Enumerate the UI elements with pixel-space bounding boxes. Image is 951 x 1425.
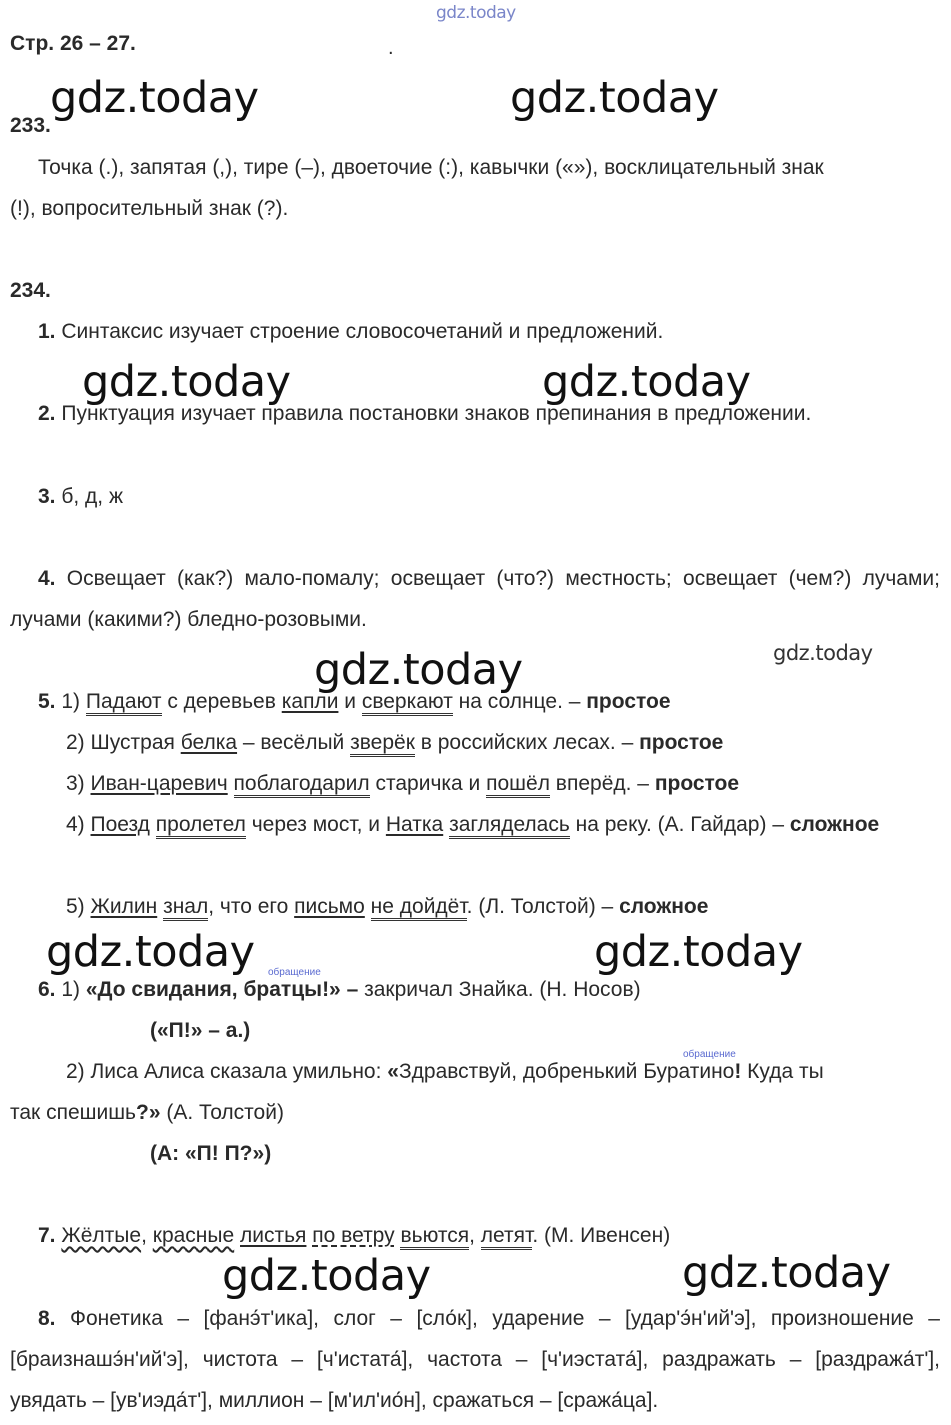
watermark: gdz.today (222, 1251, 431, 1301)
subject: листья (240, 1224, 307, 1247)
ex234-item4 (10, 558, 940, 640)
subject: Жилин (90, 895, 158, 918)
ex234-item5-s1 (38, 689, 671, 715)
item-number: 5. (38, 690, 56, 713)
address-note: обращение (683, 1049, 736, 1060)
predicate: Падают (86, 690, 162, 716)
predicate: знал (163, 895, 208, 921)
text (365, 895, 371, 918)
quote-mark: ?» (136, 1101, 161, 1124)
text: 3) (66, 772, 91, 795)
exclamation: ! (734, 1060, 742, 1083)
predicate: вьются (400, 1224, 469, 1250)
text (150, 813, 156, 836)
subject: Поезд (90, 813, 150, 836)
answer: сложное (619, 895, 709, 918)
text: вперёд. – (549, 772, 655, 795)
text: . (М. Ивенсен) (532, 1224, 671, 1247)
definition: Жёлтые (61, 1224, 142, 1247)
item-text: Фонетика – [фанэ́т'ика], слог – [сло́к], ударение – [удар'э́н'ий'э], произношение – [браизнашэ́н'ий'э], чистота – [ч'истата́], частота – [ч'иэстата́], раздражать – [раздража́т'], увядать – [ув'иэда́т'], миллион – [м'ил'ио́н], сражаться – [сража́ца]. (10, 1307, 940, 1412)
item-number: 8. (38, 1307, 56, 1330)
watermark-small: gdz.today (773, 641, 873, 665)
watermark: gdz.today (46, 927, 255, 977)
ex233-number-text: 233. (10, 114, 51, 137)
scheme-text: (А: «П! П?») (150, 1142, 272, 1165)
predicate: пошёл (486, 772, 550, 798)
item-text: Синтаксис изучает строение словосочетаний и предложений. (61, 320, 664, 343)
ex234-item6-s1 (38, 977, 641, 1003)
subject: Натка (385, 813, 444, 836)
subject: белка (180, 731, 238, 754)
ex234-number (10, 278, 51, 304)
ex234-item6-s2a (66, 1059, 824, 1085)
text: на солнце. – (452, 690, 587, 713)
ex234-item6-s2b (10, 1100, 284, 1126)
page-header-text: Стр. 26 – 27. (10, 32, 136, 55)
ex234-item5-s2 (66, 730, 723, 756)
ex233-line2: (!), вопросительный знак (?). (10, 197, 289, 220)
watermark: gdz.today (50, 73, 259, 123)
text: с деревьев (161, 690, 282, 713)
ex234-item5-s5 (66, 894, 708, 920)
predicate: загляделась (449, 813, 570, 839)
ex234-scheme1 (150, 1018, 250, 1044)
page-header (10, 31, 136, 57)
quote-mark: « (387, 1060, 399, 1083)
ex234-item1 (38, 319, 663, 345)
ex233-number (10, 113, 51, 139)
text: – весёлый (237, 731, 351, 754)
answer: простое (654, 772, 740, 795)
text: 1) (61, 690, 86, 713)
text: закричал Знайка. (Н. Носов) (358, 978, 641, 1001)
item-number: 1. (38, 320, 56, 343)
item4-word-parsed: местность (565, 567, 666, 590)
quote: «До свидания, братцы!» – (85, 978, 359, 1001)
text: (А. Толстой) (160, 1101, 284, 1124)
text: 1) (61, 978, 86, 1001)
ex234-item8 (10, 1298, 940, 1421)
text: . (Л. Толстой) – (466, 895, 620, 918)
watermark: gdz.today (594, 927, 803, 977)
predicate: не дойдёт (371, 895, 467, 921)
circumstance: по ветру (312, 1224, 395, 1247)
watermark: gdz.today (510, 73, 719, 123)
address-note: обращение (268, 967, 321, 978)
subject: капли (281, 690, 339, 713)
text: , что его (208, 895, 295, 918)
item-text: б, д, ж (61, 485, 124, 508)
predicate: поблагодарил (234, 772, 370, 798)
ex234-item5-s4 (10, 804, 940, 845)
item-number: 7. (38, 1224, 56, 1247)
item-text: Пунктуация изучает правила постановки знаков препинания в предложении. (61, 402, 812, 425)
text: 2) Шустрая (66, 731, 181, 754)
text: 2) Лиса Алиса сказала умильно: (66, 1060, 388, 1083)
text: старичка и (369, 772, 487, 795)
item-number: 4. (38, 567, 56, 590)
text: Здравствуй, добренький Буратино (398, 1060, 735, 1083)
answer: сложное (789, 813, 880, 836)
watermark: gdz.today (82, 357, 291, 407)
text: , (469, 1224, 481, 1247)
watermark: gdz.today (542, 357, 751, 407)
item-number: 2. (38, 402, 56, 425)
subject: Иван-царевич (90, 772, 228, 795)
item-number: 6. (38, 978, 56, 1001)
ex234-item3 (38, 484, 123, 510)
item-number: 3. (38, 485, 56, 508)
ex234-scheme2 (150, 1141, 271, 1167)
ex234-number-text: 234. (10, 279, 51, 302)
predicate: зверёк (350, 731, 415, 757)
text: Куда ты (741, 1060, 824, 1083)
definition: красные (152, 1224, 235, 1247)
text: в российских лесах. – (414, 731, 640, 754)
scheme-text: («П!» – а.) (150, 1019, 251, 1042)
text: 4) (66, 813, 91, 836)
item4-word-parsed: освещает (683, 567, 778, 590)
item4-text-a: Освещает (как?) мало-помалу; освещает (что?) (66, 567, 566, 590)
predicate: пролетел (156, 813, 246, 839)
watermark-top: gdz.today (436, 3, 516, 23)
answer: простое (586, 690, 671, 713)
answer: простое (639, 731, 724, 754)
text: и (338, 690, 362, 713)
predicate: летят (481, 1224, 533, 1250)
text: на реку. (А. Гайдар) – (569, 813, 790, 836)
ex234-item5-s3 (66, 771, 739, 797)
text: 5) (66, 895, 91, 918)
ex234-item7 (38, 1223, 670, 1249)
item4-text-e: (чем?) лучами; лучами (какими?) бледно-розовыми. (10, 567, 940, 631)
decor-dot: . (388, 37, 394, 59)
subject: письмо (294, 895, 365, 918)
predicate: сверкают (362, 690, 453, 716)
text: так спешишь (10, 1101, 136, 1124)
ex233-line1: Точка (.), запятая (,), тире (–), двоеточие (:), кавычки («»), восклицательный знак (38, 156, 824, 179)
text (228, 772, 234, 795)
text: через мост, и (245, 813, 386, 836)
text: , (141, 1224, 153, 1247)
watermark: gdz.today (682, 1248, 891, 1298)
item4-text-c: ; (665, 567, 684, 590)
ex234-item2 (38, 401, 811, 427)
watermark: gdz.today (314, 645, 523, 695)
